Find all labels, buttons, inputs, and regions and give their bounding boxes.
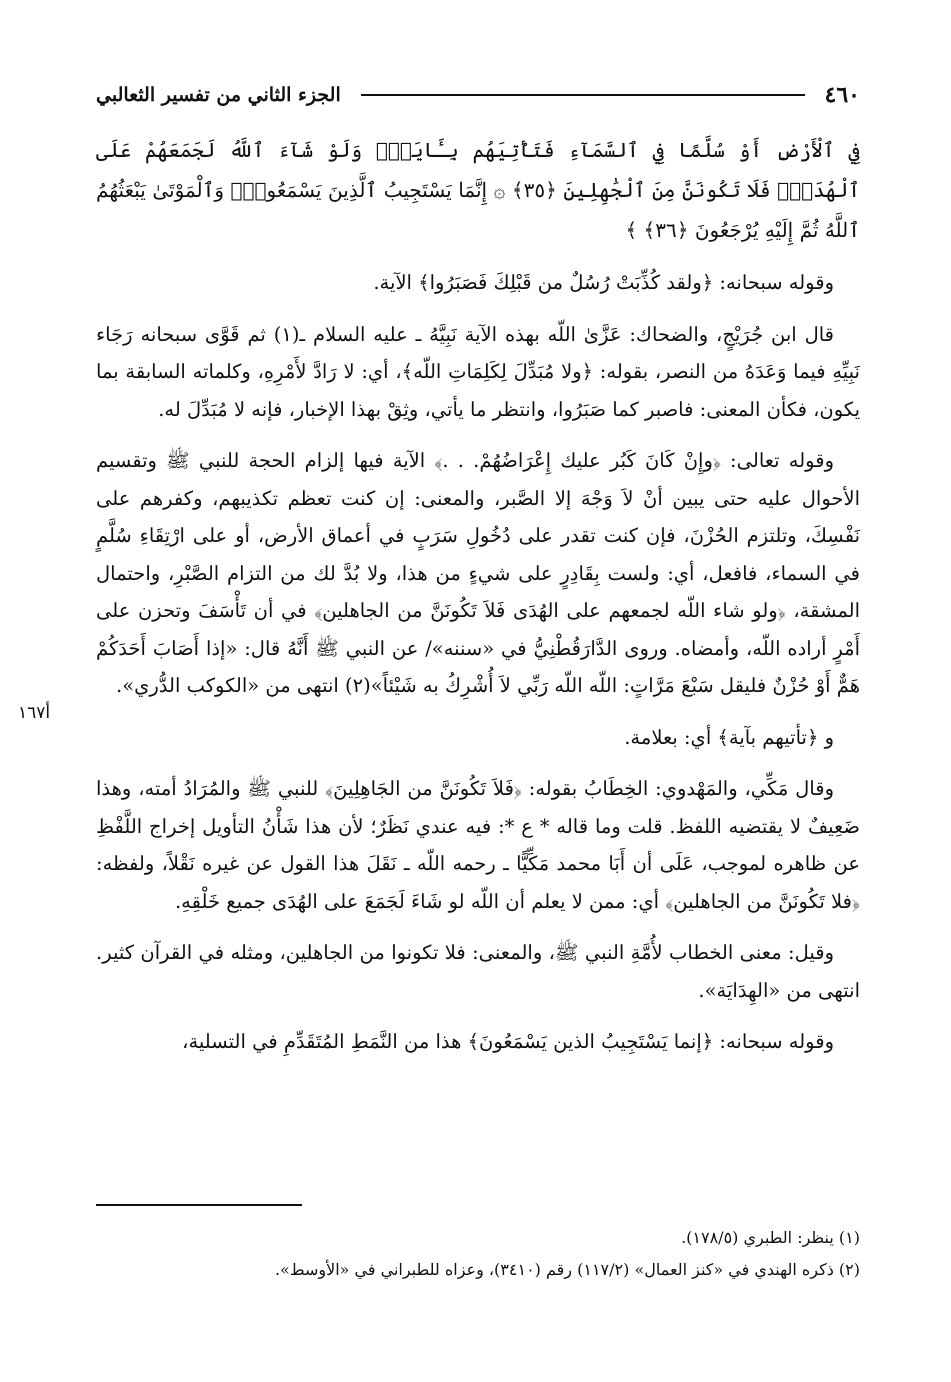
paragraph-2: قال ابن جُرَيْجٍ، والضحاك: عَزَّىٰ اللّه بهذه الآية نَبِيَّهُ ـ عليه السلام ـ(١) ثم قَوَّى سبحانه رَجَاء نَبِيِّهِ فيما وَعَدَهُ من النصر، بقوله: ﴿ولا مُبَدِّلَ لِكَلِمَاتِ اللّه﴾، أي: لا رَادَّ لأَمْرِهِ، وكلماته السابقة بما يكون، فكأن المعنى: فاصبر كما صَبَرُوا، وانتظر ما يأتي، وثِقْ بهذا الإخبار، فإنه لا مُبَدِّلَ له. [96,322,860,421]
paragraph-7: وقوله سبحانه: ﴿إنما يَسْتَجِيبُ الذين يَسْمَعُونَ﴾ هذا من النَّمَطِ المُتَقَدِّمِ في التسلية، [182,1030,834,1053]
paragraph-4: و ﴿تأتيهم بآية﴾ أي: بعلامة. [624,725,834,749]
margin-folio-note: أ١٦٧ [18,703,51,723]
page-body [96,78,860,1075]
page-header [96,78,860,112]
paragraph-5: وقال مَكِّي، والمَهْدوي: الخِطَابُ بقوله: ﴿فَلاَ تَكُونَنَّ من الجَاهِلِينَ﴾ للنبي ﷺ والمُرَادُ أمته، وهذا ضَعِيفٌ لا يقتضيه اللفظ. قلت وما قاله * ع *: فيه عندي نَظَرٌ؛ لأن هذا شَأْنُ التأويل إخراج اللَّفْظِ عن ظاهره لموجب، عَلَى أن أَبَا محمد مَكِّيًّا ـ رحمه اللّه ـ نَقَلَ هذا القول عن غيره نَقْلاً، ولفظه: ﴿فلا تَكُونَنَّ من الجاهلين﴾ أي: ممن لا يعلم أن اللّه لو شَاءَ لَجَمَعَ على الهُدَى جميع خَلْقِهِ. [96,777,860,913]
quran-verse-block: فِي ٱلْأَرْضِ أَوْ سُلَّمًا فِي ٱلسَّمَآءِ فَتَأْتِيَهُم بِـَٔايَةٍۚ وَلَوْ شَآءَ ٱللَّهُ لَجَمَعَهُمْ عَلَى ٱلْهُدَىٰۚ فَلَا تَكُونَنَّ مِنَ ٱلْجَٰهِلِينَ ﴿٣٥﴾ ۞ إِنَّمَا يَسْتَجِيبُ ٱلَّذِينَ يَسْمَعُونَۘ وَٱلْمَوْتَىٰ يَبْعَثُهُمُ ٱللَّهُ ثُمَّ إِلَيْهِ يُرْجَعُونَ ﴿٣٦﴾ ﴾ [96,138,860,242]
running-title: الجزء الثاني من تفسير الثعالبي [96,84,341,106]
paragraph-6: وقيل: معنى الخطاب لأُمَّةِ النبي ﷺ، والمعنى: فلا تكونوا من الجاهلين، ومثله في القرآن كثير. انتهى من «الهِدَايَة». [96,941,860,1002]
page-number: ٤٦٠ [824,82,860,108]
footnote-rule [96,1204,302,1206]
header-rule [361,94,805,96]
footnote-2: (٢) ذكره الهندي في «كنز العمال» (١١٧/٢) رقم (٣٤١٠)، وعزاه للطبراني في «الأوسط». [274,1260,860,1279]
paragraph-1: وقوله سبحانه: ﴿ولقد كُذِّبَتْ رُسُلٌ من قَبْلِكَ فَصَبَرُوا﴾ الآية. [373,271,834,294]
footnotes [96,1222,860,1286]
footnote-1: (١) ينظر: الطبري (١٧٨/٥). [681,1228,860,1247]
paragraph-3: وقوله تعالى: ﴿وإِنْ كَانَ كَبُر عليك إِعْرَاضُهُمْ. . .﴾ الآية فيها إلزام الحجة للنبي ﷺ وتقسيم الأحوال عليه حتى يبين أنْ لاَ وَجْهَ إلا الصَّبر، والمعنى: إن كنت تعظم تكذيبهم، وكفرهم على نَفْسِكَ، وتلتزم الحُزْنَ، فإن كنت تقدر على دُخُولِ سَرَبٍ في أعماق الأرض، أو على ارْتِقَاءِ سُلَّمٍ في السماء، فافعل، أي: ولست بِقَادِرٍ على شيءٍ من هذا، ولا بُدَّ لك من التزام الصَّبْرِ، واحتمال المشقة، ﴿ولو شاء اللّه لجمعهم على الهُدَى فَلاَ تَكُونَنَّ من الجاهلين﴾ في أن تَأْسَفَ وتحزن على أَمْرٍ أراده اللّه، وأمضاه. وروى الدَّارَقُطْنِيُّ في «سننه»/ عن النبي ﷺ أَنَّهُ قال: «إذا أَصَابَ أَحَدَكُمْ هَمٌّ أَوْ حُزْنٌ فليقل سَبْعَ مَرَّاتٍ: اللّه اللّه رَبِّي لاَ أُشْرِكُ به شَيْئاً»(٢) انتهى من «الكوكب الدُّري». [96,449,860,697]
